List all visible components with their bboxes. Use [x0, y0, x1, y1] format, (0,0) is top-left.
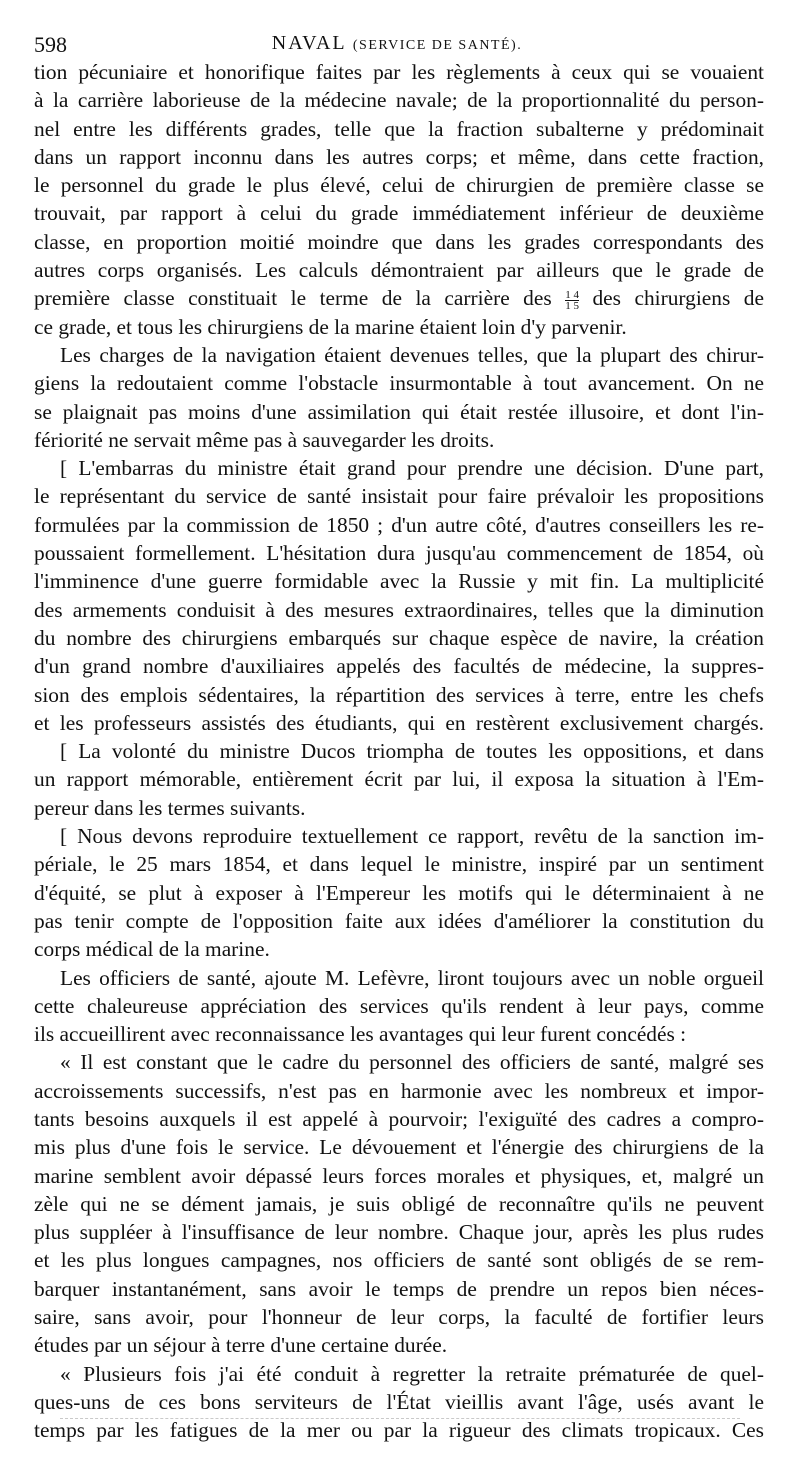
text-line: saire, sans avoir, pour l'honneur de leur corps, la faculté de fortifier leurs — [34, 1305, 764, 1330]
text-line: accroissements successifs, n'est pas en harmonie avec les nombreux et impor- — [34, 1078, 764, 1103]
text-line: ques-uns de ces bons serviteurs de l'État vieillis avant l'âge, usés avant le — [34, 1389, 764, 1414]
text-line: pas tenir compte de l'opposition faite aux idées d'améliorer la constitution du — [34, 908, 764, 933]
text-line: [ L'embarras du ministre était grand pour prendre une décision. D'une part, — [60, 456, 764, 481]
text-line: autres corps organisés. Les calculs démontraient par ailleurs que le grade de — [34, 258, 764, 283]
text-line: se plaignait pas moins d'une assimilation qui était restée illusoire, et dont l'in- — [34, 399, 764, 424]
text-line: plus suppléer à l'insuffisance de leur nombre. Chaque jour, après les plus rudes — [34, 1220, 764, 1245]
text-line: d'un grand nombre d'auxiliaires appelés des facultés de médecine, la suppres- — [34, 654, 764, 679]
text-segment: première classe constituait le terme de la carrière des — [34, 286, 552, 311]
text-line: pereur dans les termes suivants. — [34, 795, 306, 820]
text-line: dans un rapport inconnu dans les autres corps; et même, dans cette fraction, — [34, 144, 764, 169]
text-line: tion pécuniaire et honorifique faites par les règlements à ceux qui se vouaient — [34, 60, 764, 84]
text-line: d'équité, se plut à exposer à l'Empereur les motifs qui le déterminaient à ne — [34, 880, 764, 905]
text-line: trouvait, par rapport à celui du grade immédiatement inférieur de deuxième — [34, 201, 764, 226]
fraction-denominator: 1 5 — [565, 299, 579, 312]
running-head-subtitle: (SERVICE DE SANTÉ). — [352, 38, 523, 53]
text-line: nel entre les différents grades, telle que la fraction subalterne y prédominait — [34, 116, 764, 141]
text-line: le représentant du service de santé insistait pour faire prévaloir les propositions — [34, 484, 764, 509]
text-line: à la carrière laborieuse de la médecine navale; de la proportionnalité du person- — [34, 88, 764, 113]
text-line: temps par les fatigues de la mer ou par la rigueur des climats tropicaux. Ces — [34, 1418, 764, 1443]
text-line: sion des emplois sédentaires, la répartition des services à terre, entre les chefs — [34, 682, 764, 707]
text-line: ils accueillirent avec reconnaissance les avantages qui leur furent concédés : — [34, 1022, 687, 1047]
text-line: le personnel du grade le plus élevé, celui de chirurgien de première classe se — [34, 173, 764, 198]
text-line: poussaient formellement. L'hésitation dura jusqu'au commencement de 1854, où — [34, 541, 764, 566]
text-line: et les professeurs assistés des étudiants, qui en restèrent exclusivement chargés. — [34, 710, 764, 735]
footer-rule — [60, 1418, 740, 1419]
text-line: du nombre des chirurgiens embarqués sur chaque espèce de navire, la création — [34, 625, 764, 650]
text-line: tants besoins auxquels il est appelé à pourvoir; l'exiguïté des cadres a compro- — [34, 1106, 764, 1131]
fraction — [565, 290, 579, 311]
text-line: Les officiers de santé, ajoute M. Lefèvre, liront toujours avec un noble orgueil — [60, 965, 764, 990]
text-line: [ Nous devons reproduire textuellement ce rapport, revêtu de la sanction im- — [60, 824, 764, 849]
text-line: l'imminence d'une guerre formidable avec la Russie y mit fin. La multiplicité — [34, 569, 764, 594]
text-line-with-fraction — [34, 284, 764, 312]
text-line: ce grade, et tous les chirurgiens de la marine étaient loin d'y parvenir. — [34, 314, 627, 339]
text-line: des armements conduisit à des mesures extraordinaires, telles que la diminution — [34, 597, 764, 622]
text-line: et les plus longues campagnes, nos officiers de santé sont obligés de se rem- — [34, 1248, 764, 1273]
text-line: classe, en proportion moitié moindre que dans les grades correspondants des — [34, 229, 764, 254]
text-line: formulées par la commission de 1850 ; d'un autre côté, d'autres conseillers les re- — [34, 512, 764, 537]
text-line: giens la redoutaient comme l'obstacle insurmontable à tout avancement. On ne — [34, 371, 764, 396]
fraction-numerator: 1 4 — [565, 288, 579, 301]
text-line: [ La volonté du ministre Ducos triompha de toutes les oppositions, et dans — [60, 739, 764, 764]
text-line: Les charges de la navigation étaient devenues telles, que la plupart des chirur- — [60, 342, 764, 367]
page-number: 598 — [34, 32, 67, 57]
text-line: cette chaleureuse appréciation des services qu'ils rendent à leur pays, comme — [34, 993, 764, 1018]
body-text — [34, 58, 764, 1445]
text-line: barquer instantanément, sans avoir le temps de prendre un repos bien néces- — [34, 1276, 764, 1301]
text-line: marine semblent avoir dépassé leurs forces morales et physiques, et, malgré un — [34, 1163, 764, 1188]
text-segment: des chirurgiens de — [592, 286, 764, 311]
text-line: un rapport mémorable, entièrement écrit par lui, il exposa la situation à l'Em- — [34, 767, 764, 792]
text-line: fériorité ne servait même pas à sauvegarder les droits. — [34, 427, 495, 452]
running-head — [34, 32, 760, 55]
text-line: études par un séjour à terre d'une certaine durée. — [34, 1333, 448, 1358]
text-line: corps médical de la marine. — [34, 937, 270, 962]
text-line: mis plus d'une fois le service. Le dévouement et l'énergie des chirurgiens de la — [34, 1135, 764, 1160]
text-line: « Plusieurs fois j'ai été conduit à regretter la retraite prématurée de quel- — [60, 1361, 764, 1386]
text-line: « Il est constant que le cadre du personnel des officiers de santé, malgré ses — [60, 1050, 764, 1075]
running-head-title: NAVAL — [271, 32, 346, 54]
text-line: zèle qui ne se dément jamais, je suis obligé de reconnaître qu'ils ne peuvent — [34, 1191, 764, 1216]
text-line: périale, le 25 mars 1854, et dans lequel le ministre, inspiré par un sentiment — [34, 852, 764, 877]
